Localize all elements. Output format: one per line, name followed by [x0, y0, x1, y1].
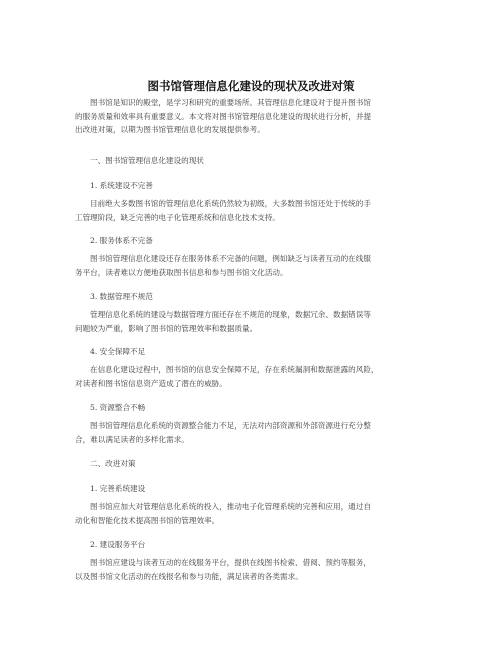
paragraph-line: 图书馆管理信息化建设还存在服务体系不完备的问题，例如缺乏与读者互动的在线服	[90, 254, 371, 263]
paragraph-line: 合，难以满足读者的多样化需求。	[75, 434, 189, 444]
subsection-heading: 3. 数据管理不规范	[90, 292, 153, 301]
section-heading: 二、改进对策	[90, 459, 136, 468]
subsection-heading: 1. 系统建设不完善	[90, 181, 153, 190]
paragraph-line: 管理信息化系统的建设与数据管理方面还存在不规范的现象，数据冗余、数据错误等	[90, 310, 371, 319]
paragraph-line: 动化和智能化技术提高图书馆的管理效率。	[75, 515, 220, 525]
subsection-paragraph	[75, 252, 437, 279]
subsection-heading: 1. 完善系统建设	[90, 484, 146, 493]
subsection-heading: 4. 安全保障不足	[90, 347, 146, 356]
subsection-paragraph	[75, 363, 437, 390]
subsection-paragraph	[75, 419, 437, 446]
paragraph-line: 以及图书馆文化活动的在线报名和参与功能，满足读者的各类需求。	[75, 571, 303, 581]
paragraph-line: 图书馆应加大对管理信息化系统的投入，推动电子化管理系统的完善和应用，通过自	[90, 502, 371, 511]
paragraph-line: 务平台，读者难以方便地获取图书信息和参与图书馆文化活动。	[75, 267, 288, 277]
paragraph-line: 图书馆应建设与读者互动的在线服务平台，提供在线图书检索、借阅、预约等服务，	[90, 558, 371, 567]
paragraph-line: 问题较为严重，影响了图书馆的管理效率和数据质量。	[75, 323, 258, 333]
subsection-paragraph	[75, 308, 437, 335]
paragraph-line: 对读者和图书馆信息资产造成了潜在的威胁。	[75, 378, 227, 388]
paragraph-line: 图书馆是知识的殿堂，是学习和研究的重要场所。其管理信息化建设对于提升图书馆	[90, 98, 371, 107]
paragraph-line: 工管理阶段，缺乏完善的电子化管理系统和信息化技术支持。	[75, 212, 281, 222]
intro-paragraph	[75, 96, 437, 137]
paragraph-line: 在信息化建设过程中，图书馆的信息安全保障不足，存在系统漏洞和数据泄露的风险，	[90, 365, 379, 374]
subsection-paragraph	[75, 500, 437, 527]
paragraph-line: 的服务质量和效率具有重要意义。本文将对图书馆管理信息化建设的现状进行分析，并提	[75, 111, 372, 121]
subsection-paragraph	[75, 197, 437, 224]
paragraph-line: 出改进对策，以期为图书馆管理信息化的发展提供参考。	[75, 125, 265, 135]
subsection-heading: 2. 建设服务平台	[90, 540, 146, 549]
paragraph-line: 目前绝大多数图书馆的管理信息化系统仍然较为初级，大多数图书馆还处于传统的手	[90, 199, 371, 208]
section-heading: 一、图书馆管理信息化建设的现状	[90, 156, 204, 165]
subsection-paragraph	[75, 556, 437, 583]
subsection-heading: 2. 服务体系不完备	[90, 236, 153, 245]
document-title: 图书馆管理信息化建设的现状及改进对策	[147, 79, 355, 93]
subsection-heading: 5. 资源整合不畅	[90, 403, 146, 412]
paragraph-line: 图书馆管理信息化系统的资源整合能力不足，无法对内部资源和外部资源进行充分整	[90, 421, 371, 430]
